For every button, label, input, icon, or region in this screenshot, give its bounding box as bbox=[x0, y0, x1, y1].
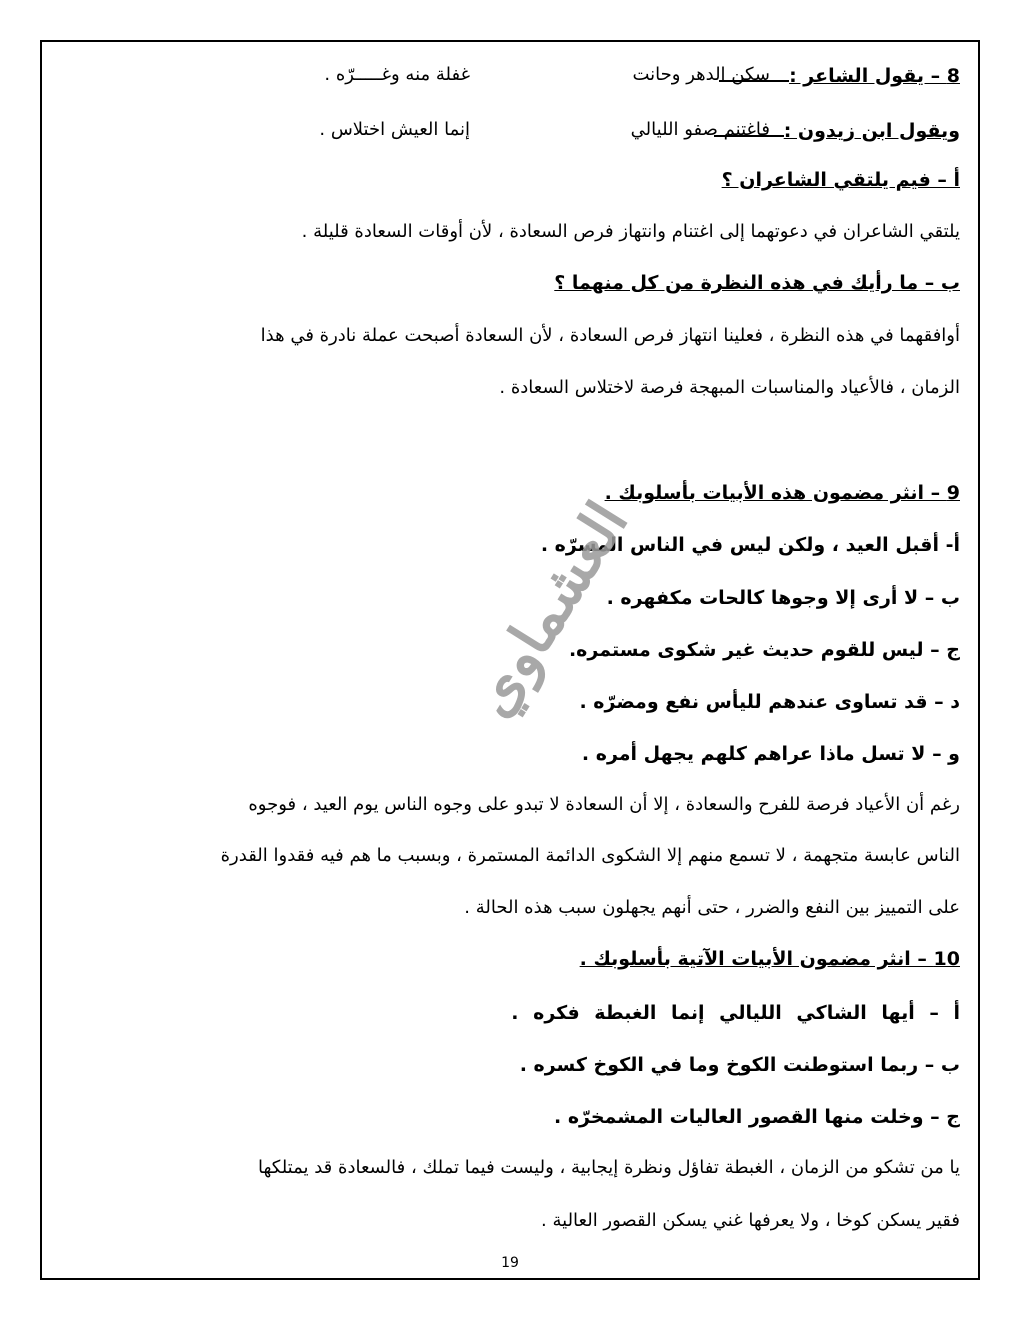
q8-answer-b-line2: الزمان ، فالأعياد والمناسبات المبهجة فرصة لاختلاس السعادة . bbox=[499, 377, 960, 398]
q8-answer-a: يلتقي الشاعران في دعوتهما إلى اغتنام وانتهاز فرص السعادة ، لأن أوقات السعادة قليلة . bbox=[301, 221, 960, 242]
q10-verse-b: ب – ربما استوطنت الكوخ وما في الكوخ كسره . bbox=[519, 1054, 960, 1076]
q10-heading: 10 – انثر مضمون الأبيات الآتية بأسلوبك . bbox=[579, 948, 960, 970]
q9-verse-d: د – قد تساوى عندهم لليأس نفع ومضرّه . bbox=[579, 691, 960, 713]
page-number: 19 bbox=[501, 1255, 519, 1271]
q8-answer-b-line1: أوافقهما في هذه النظرة ، فعلينا انتهاز فرص السعادة ، لأن السعادة أصبحت عملة نادرة في هذا bbox=[260, 325, 960, 346]
q9-verse-b: ب – لا أرى إلا وجوها كالحات مكفهره . bbox=[606, 587, 960, 609]
q9-verse-a: أ- أقبل العيد ، ولكن ليس في الناس المسرّه . bbox=[540, 534, 960, 556]
q10-answer-line2: فقير يسكن كوخا ، ولا يعرفها غني يسكن القصور العالية . bbox=[541, 1210, 960, 1231]
q10-answer-line1: يا من تشكو من الزمان ، الغبطة تفاؤل ونظرة إيجابية ، وليست فيما تملك ، فالسعادة قد يمتلكها bbox=[257, 1157, 960, 1178]
q9-heading: 9 – انثر مضمون هذه الأبيات بأسلوبك . bbox=[604, 482, 960, 504]
q10-verse-c: ج – وخلت منها القصور العاليات المشمخرّه . bbox=[554, 1106, 960, 1128]
q8-question-b: ب – ما رأيك في هذه النظرة من كل منهما ؟ bbox=[554, 272, 960, 294]
q8-poet-label: 8 – يقول الشاعر : bbox=[789, 65, 960, 87]
q9-answer-line3: على التمييز بين النفع والضرر ، حتى أنهم يجهلون سبب هذه الحالة . bbox=[464, 897, 960, 918]
q8-zaydun-label: ويقول ابن زيدون : bbox=[783, 120, 960, 142]
q8-zaydun-verse-second: إنما العيش اختلاس . bbox=[319, 119, 470, 140]
q9-answer-line2: الناس عابسة متجهمة ، لا تسمع منهم إلا الشكوى الدائمة المستمرة ، وبسبب ما هم فيه فقدوا القدرة bbox=[220, 845, 960, 866]
q9-verse-c: ج – ليس للقوم حديث غير شكوى مستمره. bbox=[568, 639, 960, 661]
q9-answer-line1: رغم أن الأعياد فرصة للفرح والسعادة ، إلا أن السعادة لا تبدو على وجوه الناس يوم العيد ، فوجوه bbox=[248, 794, 960, 815]
watermark-text: العشماوي bbox=[457, 490, 641, 728]
q8-poet-verse-second: غفلة منه وغـــــرّه . bbox=[324, 64, 470, 85]
q8-poet-verse-first: سكن الدهر وحانت bbox=[632, 64, 770, 85]
q9-verse-e: و – لا تسل ماذا عراهم كلهم يجهل أمره . bbox=[581, 743, 960, 765]
q8-question-a: أ – فيم يلتقي الشاعران ؟ bbox=[721, 169, 960, 191]
q8-zaydun-verse-first: فاغتنم صفو الليالي bbox=[630, 119, 770, 140]
q10-verse-a: أ – أيها الشاكي الليالي إنما الغبطة فكره . bbox=[511, 1002, 960, 1024]
